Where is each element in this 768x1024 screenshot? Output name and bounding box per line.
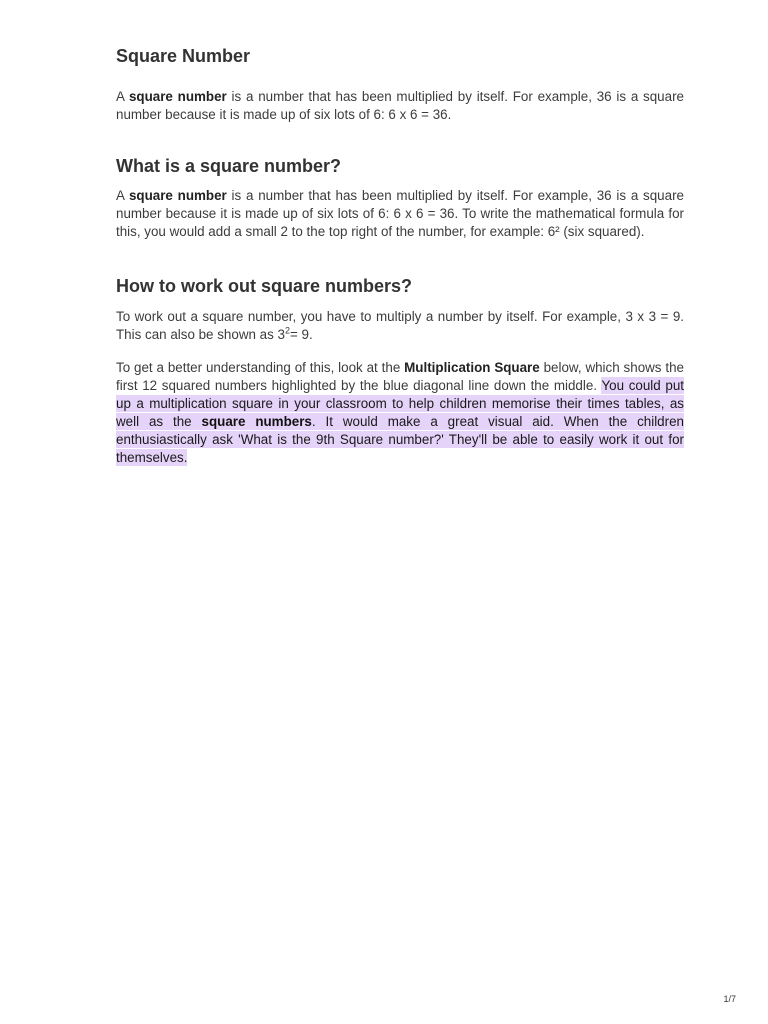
intro-text-start: A	[116, 89, 129, 104]
highlight-bold-term: square numbers	[201, 414, 312, 429]
highlight-text-end: . It would make a great visual aid. When the children enthusiastically ask 'What is the 9th Square number?' They'll be able to easily work it out for themselves.	[116, 414, 684, 465]
multiplication-square-paragraph	[116, 359, 684, 467]
intro-text-end: is a number that has been multiplied by itself. For example, 36 is a square number because it is made up of six lots of 6: 6 x 6 = 36.	[116, 89, 684, 122]
superscript-two: 2	[284, 325, 290, 336]
definition-paragraph	[116, 187, 684, 241]
highlight-text-start: You could put up a multiplication square in your classroom to help children memorise their times tables, as well as the	[116, 378, 684, 429]
intro-paragraph	[116, 88, 684, 124]
method-text-start: To work out a square number, you have to multiply a number by itself. For example, 3 x 3 = 9. This can also be shown as 3	[116, 309, 684, 342]
definition-text-end: is a number that has been multiplied by itself. For example, 36 is a square number because it is made up of six lots of 6: 6 x 6 = 36. To write the mathematical formula for this, you would add a small 2 to the top right of the number, for example: 6² (six squared).	[116, 188, 684, 239]
multiplication-text-start: To get a better understanding of this, look at the	[116, 360, 405, 375]
method-text-end: = 9.	[289, 327, 313, 342]
definition-text-start: A	[116, 188, 129, 203]
page-title: Square Number	[116, 46, 251, 66]
section-heading-what-is: What is a square number?	[116, 156, 342, 176]
multiplication-text-end: below, which shows the first 12 squared numbers highlighted by the blue diagonal line down the middle.	[116, 360, 684, 393]
intro-bold-term: square number	[128, 89, 227, 104]
multiplication-square-term: Multiplication Square	[404, 360, 540, 375]
method-paragraph	[116, 308, 684, 344]
section-heading-how-to: How to work out square numbers?	[116, 276, 413, 296]
page-number: 1/7	[723, 994, 736, 1004]
definition-bold-term: square number	[128, 188, 227, 203]
